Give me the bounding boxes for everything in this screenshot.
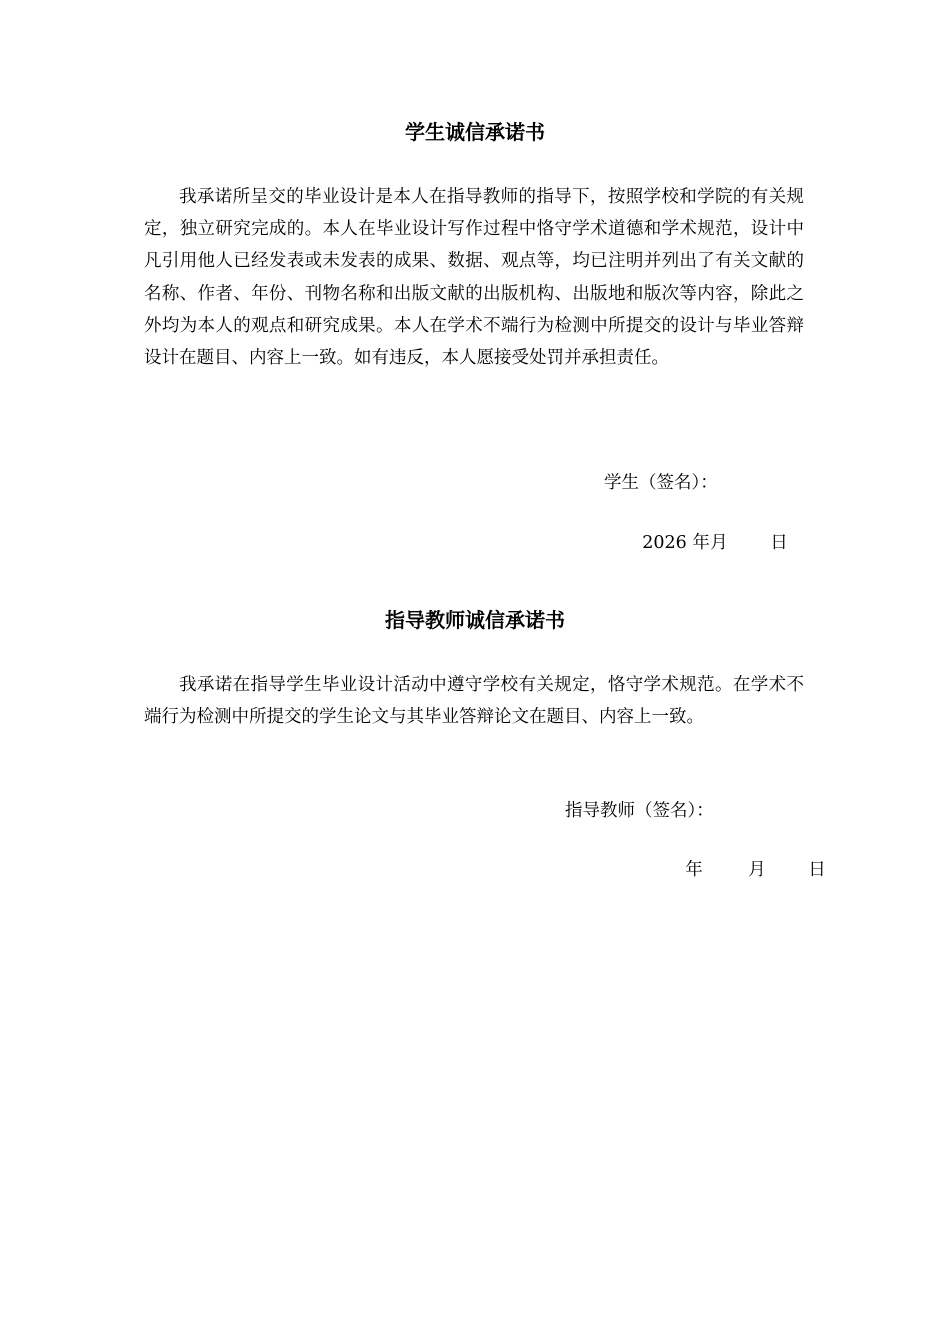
- advisor-signature-label: 指导教师（签名）：: [565, 801, 714, 821]
- date-month: 月: [710, 533, 728, 553]
- date-year: 2026 年: [642, 533, 710, 553]
- student-pledge-body: 我承诺所呈交的毕业设计是本人在指导教师的指导下，按照学校和学院的有关规定，独立研究完成的。本人在毕业设计写作过程中恪守学术道德和学术规范，设计中凡引用他人已经发表或未发表的成果、数据、观点等，均已注明并列出了有关文献的名称、作者、年份、刊物名称和出版文献的出版机构、出版地和版次等内容，除此之外均为本人的观点和研究成果。本人在学术不端行为检测中所提交的设计与毕业答辩设计在题目、内容上一致。如有违反，本人愿接受处罚并承担责任。: [144, 187, 804, 369]
- advisor-pledge-title: 指导教师诚信承诺书: [385, 608, 565, 632]
- student-signature-date: [620, 504, 788, 582]
- advisor-pledge-body: 我承诺在指导学生毕业设计活动中遵守学校有关规定，恪守学术规范。在学术不端行为检测中所提交的学生论文与其毕业答辩论文在题目、内容上一致。: [144, 675, 804, 728]
- date-month: 月: [748, 860, 766, 880]
- date-day: 日: [770, 533, 788, 553]
- student-pledge-title: 学生诚信承诺书: [405, 120, 545, 144]
- advisor-signature-date: [663, 831, 826, 909]
- student-signature-label: 学生（签名）：: [604, 473, 718, 493]
- date-year: 年: [685, 860, 703, 880]
- date-day: 日: [808, 860, 826, 880]
